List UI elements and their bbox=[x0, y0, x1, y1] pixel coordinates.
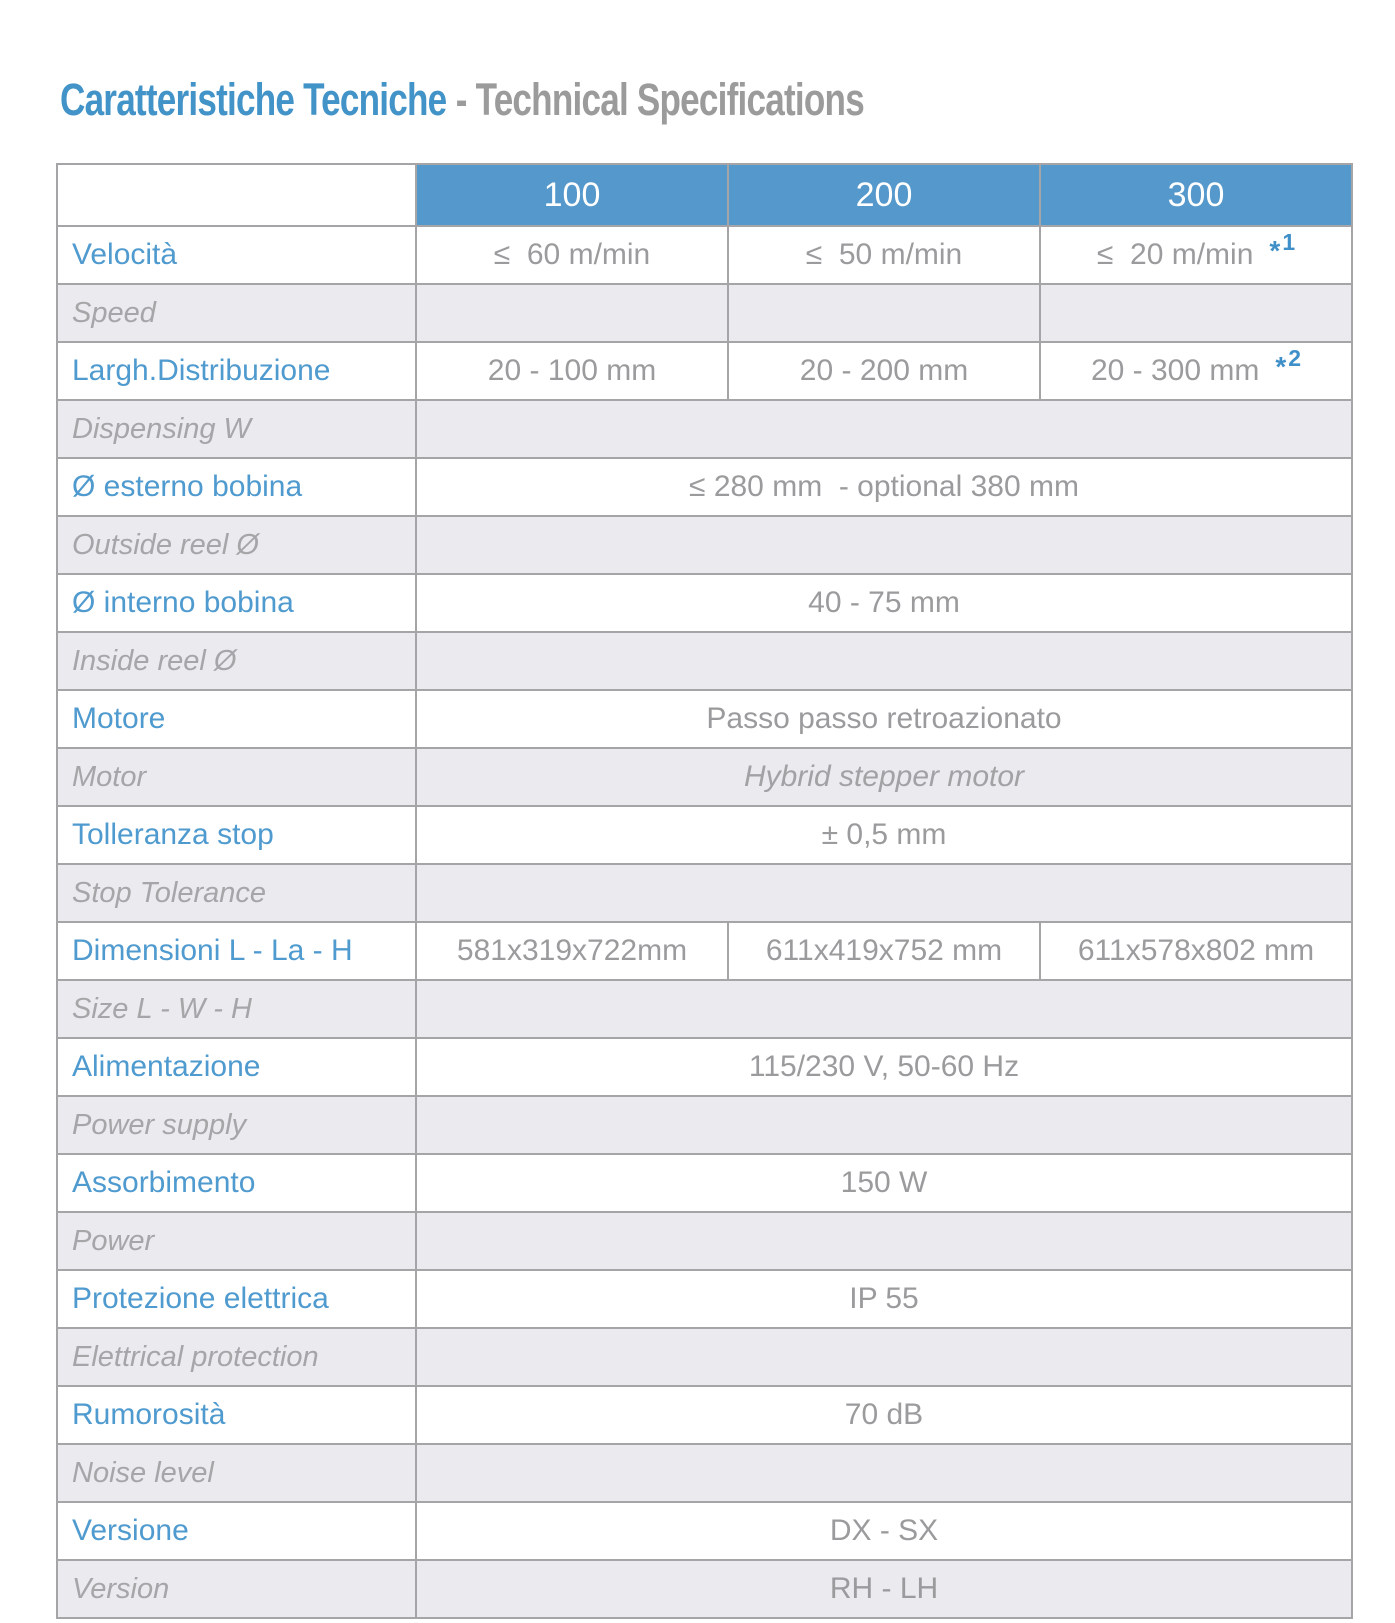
column-header-100: 100 bbox=[417, 165, 727, 225]
spec-empty-outside-reel bbox=[417, 517, 1351, 573]
column-header-200: 200 bbox=[729, 165, 1039, 225]
spec-label-en-stop-tolerance: Stop Tolerance bbox=[58, 865, 415, 921]
spec-value-version-en: RH - LH bbox=[417, 1561, 1351, 1617]
spec-label-en-motor: Motor bbox=[58, 749, 415, 805]
spec-label-en-dispensing-w: Dispensing W bbox=[58, 401, 415, 457]
spec-value-protezione-elettrica: IP 55 bbox=[417, 1271, 1351, 1327]
spec-label-it-protezione-elettrica: Protezione elettrica bbox=[58, 1271, 415, 1327]
spec-value-motor-en: Hybrid stepper motor bbox=[417, 749, 1351, 805]
page-title-english: - Technical Specifications bbox=[455, 74, 864, 125]
spec-empty-power bbox=[417, 1213, 1351, 1269]
spec-value-velocita-300 bbox=[1041, 227, 1351, 283]
spec-value-alimentazione: 115/230 V, 50-60 Hz bbox=[417, 1039, 1351, 1095]
spec-value-largh-200: 20 - 200 mm bbox=[729, 343, 1039, 399]
spec-empty-power-supply bbox=[417, 1097, 1351, 1153]
spec-value-velocita-300-text: ≤ 20 m/min bbox=[1096, 238, 1254, 271]
spec-value-assorbimento: 150 W bbox=[417, 1155, 1351, 1211]
spec-value-versione: DX - SX bbox=[417, 1503, 1351, 1559]
spec-empty-speed-300 bbox=[1041, 285, 1351, 341]
spec-label-it-interno-bobina: Ø interno bobina bbox=[58, 575, 415, 631]
spec-empty-noise-level bbox=[417, 1445, 1351, 1501]
spec-value-largh-300-text: 20 - 300 mm bbox=[1090, 354, 1260, 387]
footnote-number: 2 bbox=[1288, 345, 1302, 371]
spec-value-dimensioni-200: 611x419x752 mm bbox=[729, 923, 1039, 979]
spec-label-en-inside-reel: Inside reel Ø bbox=[58, 633, 415, 689]
spec-value-motore: Passo passo retroazionato bbox=[417, 691, 1351, 747]
spec-label-en-speed: Speed bbox=[58, 285, 415, 341]
spec-empty-speed-100 bbox=[417, 285, 727, 341]
spec-value-esterno-bobina: ≤ 280 mm - optional 380 mm bbox=[417, 459, 1351, 515]
table-corner-cell bbox=[58, 165, 415, 225]
spec-empty-size bbox=[417, 981, 1351, 1037]
spec-label-en-noise-level: Noise level bbox=[58, 1445, 415, 1501]
footnote-marker-2 bbox=[1275, 345, 1302, 388]
footnote-asterisk: * bbox=[1269, 235, 1281, 266]
spec-value-interno-bobina: 40 - 75 mm bbox=[417, 575, 1351, 631]
spec-value-dimensioni-100: 581x319x722mm bbox=[417, 923, 727, 979]
column-header-300: 300 bbox=[1041, 165, 1351, 225]
spec-label-it-dimensioni: Dimensioni L - La - H bbox=[58, 923, 415, 979]
footnote-asterisk: * bbox=[1275, 351, 1287, 382]
spec-label-en-electrical-protection: Elettrical protection bbox=[58, 1329, 415, 1385]
spec-label-it-velocita: Velocità bbox=[58, 227, 415, 283]
page-title-italian: Caratteristiche Tecniche bbox=[60, 74, 447, 125]
spec-label-en-power: Power bbox=[58, 1213, 415, 1269]
spec-value-dimensioni-300: 611x578x802 mm bbox=[1041, 923, 1351, 979]
footnote-number: 1 bbox=[1282, 229, 1296, 255]
spec-value-rumorosita: 70 dB bbox=[417, 1387, 1351, 1443]
spec-label-en-version: Version bbox=[58, 1561, 415, 1617]
spec-label-it-tolleranza-stop: Tolleranza stop bbox=[58, 807, 415, 863]
page-title bbox=[60, 74, 864, 126]
spec-label-it-esterno-bobina: Ø esterno bobina bbox=[58, 459, 415, 515]
spec-value-largh-100: 20 - 100 mm bbox=[417, 343, 727, 399]
spec-value-tolleranza-stop: ± 0,5 mm bbox=[417, 807, 1351, 863]
spec-empty-speed-200 bbox=[729, 285, 1039, 341]
spec-empty-stop-tolerance bbox=[417, 865, 1351, 921]
spec-empty-inside-reel bbox=[417, 633, 1351, 689]
footnote-marker-1 bbox=[1269, 229, 1296, 272]
spec-empty-electrical-protection bbox=[417, 1329, 1351, 1385]
spec-label-en-outside-reel: Outside reel Ø bbox=[58, 517, 415, 573]
spec-value-largh-300 bbox=[1041, 343, 1351, 399]
spec-value-velocita-200: ≤ 50 m/min bbox=[729, 227, 1039, 283]
spec-label-it-alimentazione: Alimentazione bbox=[58, 1039, 415, 1095]
spec-label-it-versione: Versione bbox=[58, 1503, 415, 1559]
spec-label-en-size: Size L - W - H bbox=[58, 981, 415, 1037]
spec-empty-dispensing-w bbox=[417, 401, 1351, 457]
spec-label-it-motore: Motore bbox=[58, 691, 415, 747]
spec-label-en-power-supply: Power supply bbox=[58, 1097, 415, 1153]
spec-label-it-rumorosita: Rumorosità bbox=[58, 1387, 415, 1443]
spec-table bbox=[56, 163, 1353, 1619]
spec-value-velocita-100: ≤ 60 m/min bbox=[417, 227, 727, 283]
spec-label-it-assorbimento: Assorbimento bbox=[58, 1155, 415, 1211]
spec-label-it-largh-distribuzione: Largh.Distribuzione bbox=[58, 343, 415, 399]
